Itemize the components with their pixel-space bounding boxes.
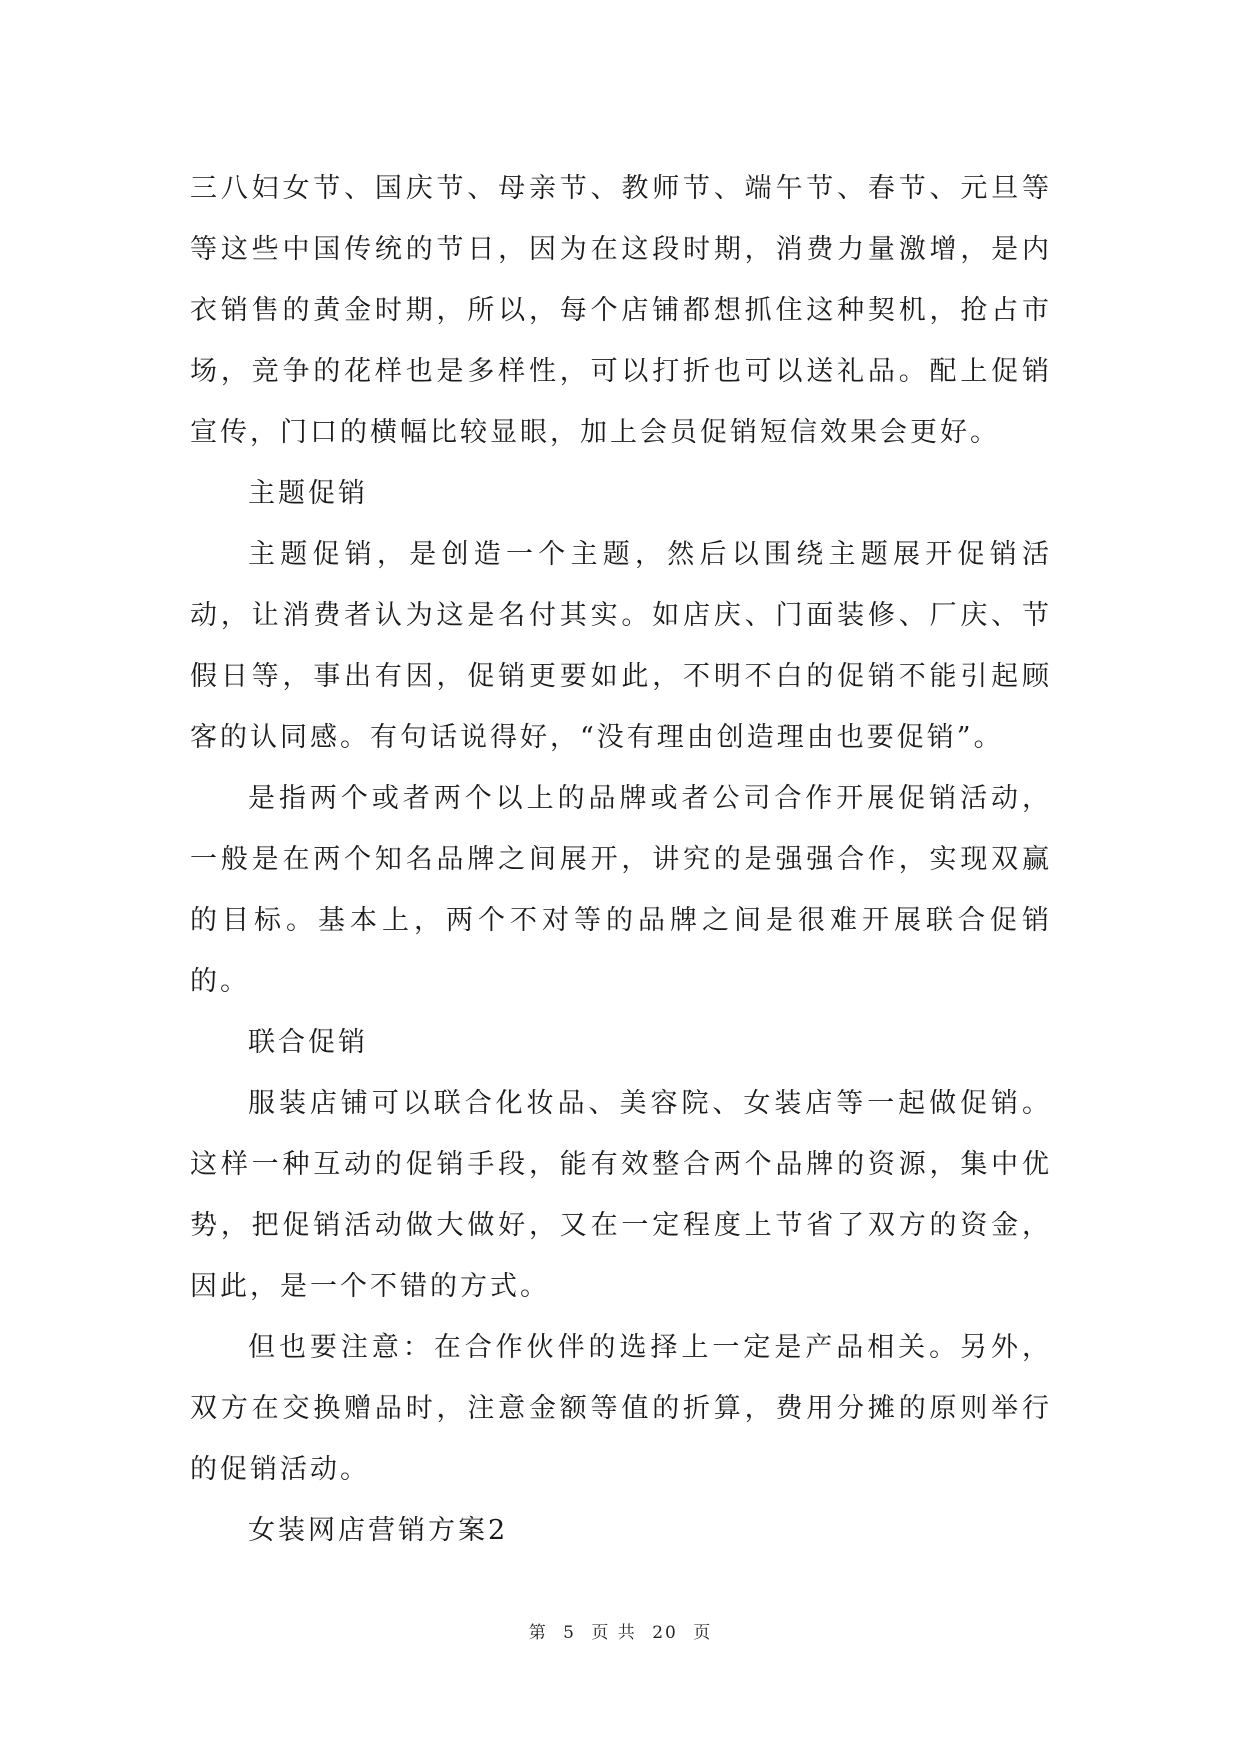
footer-prefix: 第 xyxy=(528,1623,548,1643)
footer-suffix: 页 xyxy=(693,1623,713,1643)
paragraph-joint-caution: 但也要注意：在合作伙伴的选择上一定是产品相关。另外，双方在交换赠品时，注意金额等值的折算，费用分摊的原则举行的促销活动。 xyxy=(190,1332,1052,1485)
page-body xyxy=(190,158,1052,1561)
paragraph-holiday-promotion: 三八妇女节、国庆节、母亲节、教师节、端午节、春节、元旦等等这些中国传统的节日，因为在这段时期，消费力量激增，是内衣销售的黄金时期，所以，每个店铺都想抓住这种契机，抢占市场，竞争的花样也是多样性，可以打折也可以送礼品。配上促销宣传，门口的横幅比较显眼，加上会员促销短信效果会更好。 xyxy=(190,173,1052,448)
paragraph-theme-promotion: 主题促销，是创造一个主题，然后以围绕主题展开促销活动，让消费者认为这是名付其实。如店庆、门面装修、厂庆、节假日等，事出有因，促销更要如此，不明不白的促销不能引起顾客的认同感。有句话说得好，“没有理由创造理由也要促销”。 xyxy=(190,539,1052,753)
footer-middle: 页 共 xyxy=(591,1623,637,1643)
page-footer xyxy=(0,1618,1241,1643)
heading-joint-promotion: 联合促销 xyxy=(248,1027,368,1058)
heading-theme-promotion: 主题促销 xyxy=(248,478,368,509)
heading-plan-2: 女装网店营销方案2 xyxy=(248,1515,509,1546)
footer-current-page: 5 xyxy=(563,1623,576,1643)
footer-total-pages: 20 xyxy=(652,1623,678,1643)
paragraph-joint-promotion: 服装店铺可以联合化妆品、美容院、女装店等一起做促销。这样一种互动的促销手段，能有效整合两个品牌的资源，集中优势，把促销活动做大做好，又在一定程度上节省了双方的资金，因此，是一个不错的方式。 xyxy=(190,1088,1052,1302)
paragraph-joint-definition: 是指两个或者两个以上的品牌或者公司合作开展促销活动，一般是在两个知名品牌之间展开，讲究的是强强合作，实现双赢的目标。基本上，两个不对等的品牌之间是很难开展联合促销的。 xyxy=(190,783,1052,997)
